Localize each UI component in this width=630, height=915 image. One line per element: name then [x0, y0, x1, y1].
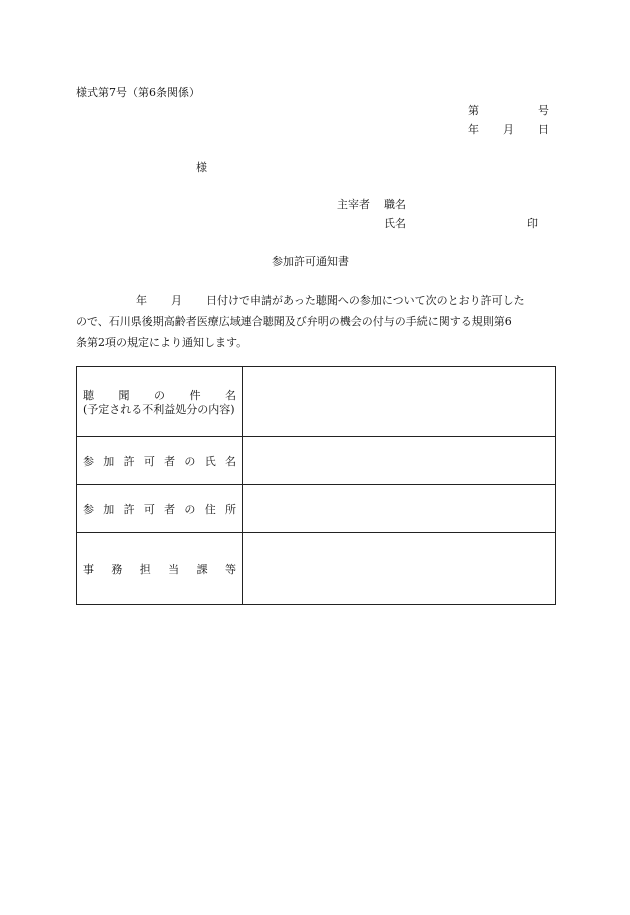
- body-text: [76, 290, 556, 353]
- seal-mark: 印: [527, 217, 538, 230]
- label-char: 聴: [83, 388, 94, 402]
- body-year: 年: [136, 294, 147, 307]
- label-char: 加: [103, 502, 115, 516]
- label-char: 課: [196, 562, 208, 576]
- label-char: 名: [225, 388, 236, 402]
- body-month: 月: [171, 294, 182, 307]
- label-char: 許: [123, 502, 135, 516]
- host-name-label: 氏名: [384, 217, 406, 230]
- body-line-3: 条第2項の規定により通知します。: [76, 336, 248, 349]
- date-day: 日: [538, 123, 549, 136]
- label-char: の: [184, 502, 196, 516]
- recipient-honorific: 様: [196, 161, 207, 174]
- body-line-1: [76, 290, 556, 311]
- date-year: 年: [468, 123, 479, 136]
- label-char: 可: [143, 454, 155, 468]
- label-char: 者: [164, 502, 176, 516]
- table-row: [77, 533, 556, 605]
- row-label: [83, 501, 236, 517]
- row-value-cell[interactable]: [243, 437, 556, 485]
- table-row: [77, 485, 556, 533]
- label-char: 住: [204, 502, 216, 516]
- form-table: [76, 366, 556, 605]
- label-char: 務: [111, 562, 123, 576]
- host-position-label: 職名: [384, 198, 406, 211]
- row-label-cell: [77, 367, 243, 437]
- doc-number-suffix: 号: [538, 104, 549, 117]
- label-char: 者: [164, 454, 176, 468]
- label-char: 加: [103, 454, 115, 468]
- label-char: 可: [143, 502, 155, 516]
- label-char: 聞: [118, 388, 130, 402]
- row-value-cell[interactable]: [243, 485, 556, 533]
- label-char: 担: [139, 562, 151, 576]
- table-row: [77, 367, 556, 437]
- label-char: 名: [224, 454, 236, 468]
- label-char: 件: [189, 388, 201, 402]
- row-label: [83, 387, 236, 403]
- label-char: 参: [83, 502, 94, 516]
- document-title: 参加許可通知書: [272, 255, 349, 268]
- row-label-cell: [77, 533, 243, 605]
- row-sublabel: (予定される不利益処分の内容): [83, 402, 235, 416]
- row-value-cell[interactable]: [243, 367, 556, 437]
- date-month: 月: [503, 123, 514, 136]
- row-label-cell: [77, 437, 243, 485]
- label-char: 許: [123, 454, 135, 468]
- body-line-2: ので、石川県後期高齢者医療広域連合聴聞及び弁明の機会の付与の手続に関する規則第6: [76, 315, 512, 328]
- doc-number-prefix: 第: [468, 104, 479, 117]
- form-number: 様式第7号（第6条関係）: [76, 86, 200, 99]
- row-value-cell[interactable]: [243, 533, 556, 605]
- table-row: [77, 437, 556, 485]
- row-label-cell: [77, 485, 243, 533]
- row-label: [83, 561, 236, 577]
- label-char: の: [154, 388, 165, 402]
- label-char: 等: [224, 562, 236, 576]
- label-char: 参: [83, 454, 94, 468]
- label-char: 氏: [204, 454, 216, 468]
- body-line-1-rest: 日付けで申請があった聴聞への参加について次のとおり許可した: [206, 294, 525, 307]
- label-char: 事: [83, 562, 94, 576]
- row-label: [83, 453, 236, 469]
- host-label: 主宰者: [337, 198, 370, 211]
- label-char: 所: [224, 502, 236, 516]
- label-char: 当: [168, 562, 180, 576]
- label-char: の: [184, 454, 196, 468]
